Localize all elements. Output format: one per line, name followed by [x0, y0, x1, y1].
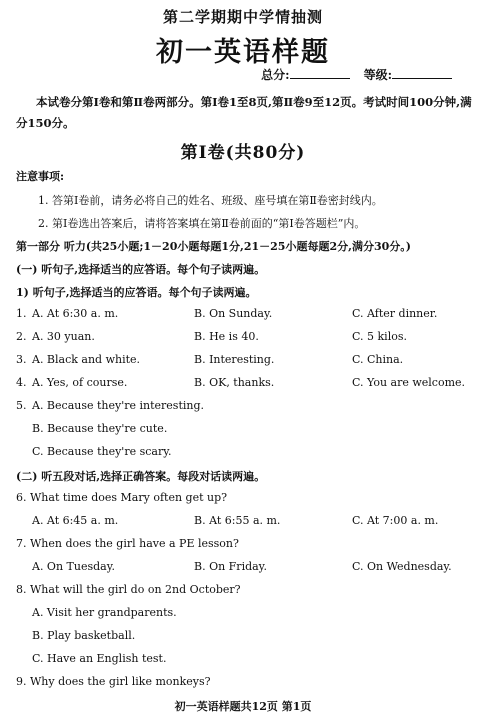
option-b: B. On Friday.	[194, 560, 267, 573]
question-number: 1.	[16, 307, 27, 320]
option-b: B. Play basketball.	[32, 629, 136, 642]
option-c: C. 5 kilos.	[352, 330, 407, 343]
question-number: 2.	[16, 330, 27, 343]
intro-text: 本试卷分第Ⅰ卷和第Ⅱ卷两部分。第Ⅰ卷1至8页,第Ⅱ卷9至12页。考试时间100分钟,满分150分。	[16, 95, 472, 130]
option-c: C. Have an English test.	[32, 652, 167, 665]
question-stem: 8. What will the girl do on 2nd October?	[16, 583, 241, 596]
option-c: C. At 7:00 a. m.	[352, 514, 439, 527]
page-footer: 初一英语样题共12页 第1页	[174, 700, 312, 713]
question-number: 3.	[16, 353, 27, 366]
paper-title: 初一英语样题	[156, 37, 330, 68]
option-c: C. On Wednesday.	[352, 560, 452, 573]
option-b: B. OK, thanks.	[194, 376, 275, 389]
option-a: A. Because they're interesting.	[32, 399, 205, 412]
question-number: 5.	[16, 399, 27, 412]
grade-label: 等级:	[363, 68, 392, 82]
exam-title: 第二学期期中学情抽测	[162, 8, 323, 26]
option-b: B. Because they're cute.	[32, 422, 168, 435]
question-stem: 7. When does the girl have a PE lesson?	[16, 537, 239, 550]
score-label: 总分:	[261, 68, 290, 82]
option-a: A. 30 yuan.	[32, 330, 95, 343]
score-grade-line	[261, 66, 452, 83]
option-a: A. On Tuesday.	[32, 560, 115, 573]
option-a: A. At 6:30 a. m.	[32, 307, 119, 320]
subsection-heading: (二) 听五段对话,选择正确答案。每段对话读两遍。	[16, 470, 266, 483]
option-c: C. China.	[352, 353, 404, 366]
note-item: 2. 第Ⅰ卷选出答案后，请将答案填在第Ⅱ卷前面的“第Ⅰ卷答题栏”内。	[38, 217, 366, 230]
option-a: A. Black and white.	[32, 353, 141, 366]
option-c: C. You are welcome.	[352, 376, 466, 389]
subsection-heading: (一) 听句子,选择适当的应答语。每个句子读两遍。	[16, 263, 266, 276]
section-heading: 第一部分 听力(共25小题;1－20小题每题1分,21－25小题每题2分,满分30分。)	[16, 240, 411, 253]
question-number: 4.	[16, 376, 27, 389]
notes-heading: 注意事项:	[16, 170, 65, 183]
note-item: 1. 答第Ⅰ卷前，请务必将自己的姓名、班级、座号填在第Ⅱ卷密封线内。	[38, 194, 383, 207]
option-c: C. After dinner.	[352, 307, 438, 320]
option-b: B. On Sunday.	[194, 307, 273, 320]
option-b: B. At 6:55 a. m.	[194, 514, 281, 527]
subsection-heading-repeat: 1) 听句子,选择适当的应答语。每个句子读两遍。	[16, 286, 257, 299]
question-stem: 9. Why does the girl like monkeys?	[16, 675, 211, 688]
option-a: A. Yes, of course.	[32, 376, 128, 389]
option-c: C. Because they're scary.	[32, 445, 172, 458]
score-blank	[290, 67, 350, 79]
option-a: A. At 6:45 a. m.	[32, 514, 119, 527]
part-title: 第Ⅰ卷(共80分)	[180, 143, 306, 163]
option-b: B. He is 40.	[194, 330, 259, 343]
question-stem: 6. What time does Mary often get up?	[16, 491, 228, 504]
option-b: B. Interesting.	[194, 353, 275, 366]
option-a: A. Visit her grandparents.	[32, 606, 177, 619]
grade-blank	[392, 67, 452, 79]
